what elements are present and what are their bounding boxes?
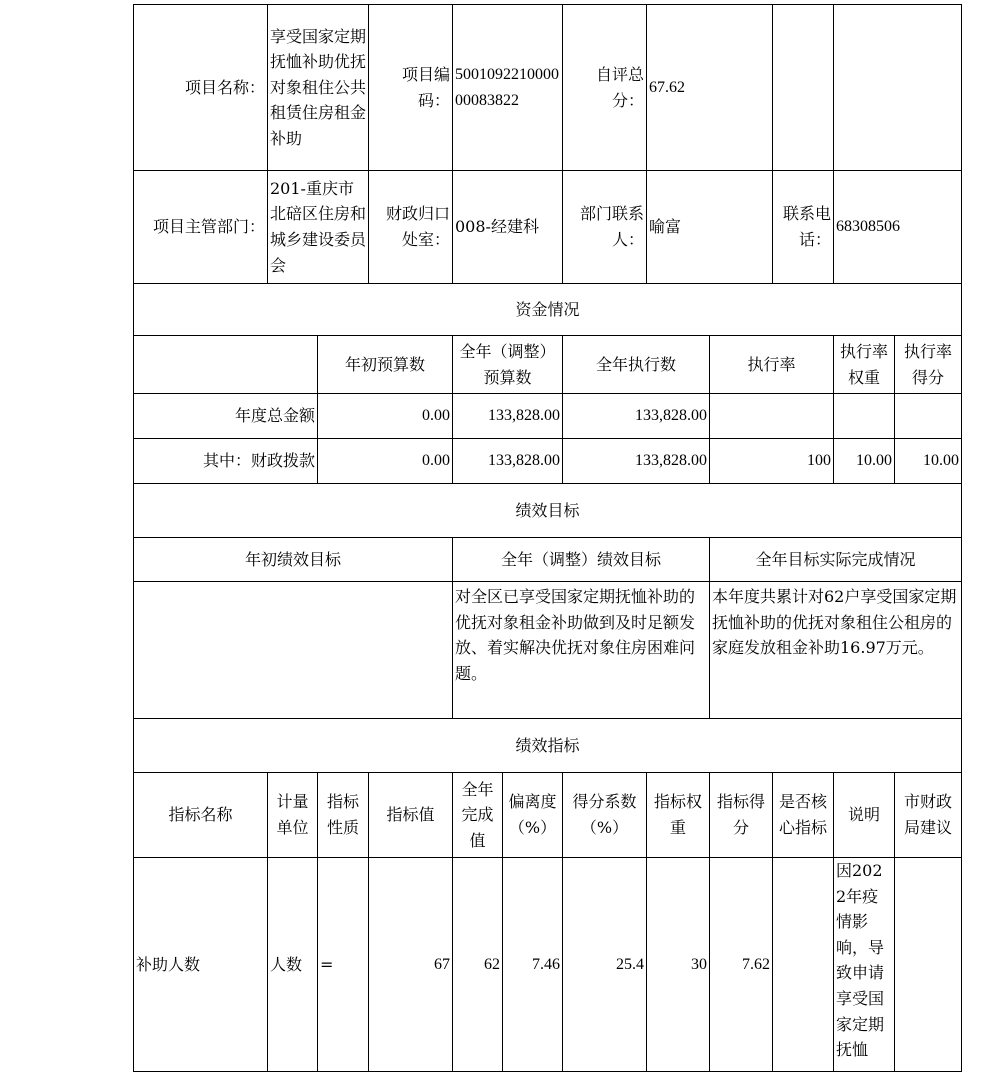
funds-row-score: 10.00 xyxy=(895,439,962,484)
funds-header-score: 执行率得分 xyxy=(895,336,962,394)
indicator-header-name: 指标名称 xyxy=(134,773,268,858)
contact-value: 喻富 xyxy=(647,171,773,284)
funds-header-adjusted: 全年（调整）预算数 xyxy=(453,336,563,394)
indicator-header-nature: 指标性质 xyxy=(318,773,369,858)
indicator-header-weight: 指标权重 xyxy=(647,773,710,858)
contact-label: 部门联系人： xyxy=(563,171,647,284)
indicator-coefficient: 25.4 xyxy=(563,858,647,1072)
phone-label: 联系电话： xyxy=(773,171,834,284)
goals-header-initial: 年初绩效目标 xyxy=(134,538,453,582)
self-score-label: 自评总分： xyxy=(563,5,647,171)
indicator-completed: 62 xyxy=(453,858,503,1072)
indicator-header-coefficient: 得分系数（%） xyxy=(563,773,647,858)
indicator-header-note: 说明 xyxy=(834,773,895,858)
indicator-name: 补助人数 xyxy=(134,858,268,1072)
funds-header-weight: 执行率权重 xyxy=(834,336,895,394)
funds-row-weight: 10.00 xyxy=(834,439,895,484)
goals-adjusted-text: 对全区已享受国家定期抚恤补助的优抚对象租金补助做到及时足额发放、着实解决优抚对象住房困难问题。 xyxy=(453,582,710,719)
funds-header-rate: 执行率 xyxy=(710,336,834,394)
funds-section-title: 资金情况 xyxy=(134,284,962,336)
funds-header-executed: 全年执行数 xyxy=(563,336,710,394)
goals-header-actual: 全年目标实际完成情况 xyxy=(710,538,962,582)
indicator-header-score: 指标得分 xyxy=(710,773,773,858)
funds-row-score xyxy=(895,394,962,439)
empty-cell xyxy=(834,5,962,171)
funds-row-rate xyxy=(710,394,834,439)
goals-section-title: 绩效目标 xyxy=(134,484,962,538)
funds-row-initial: 0.00 xyxy=(318,394,453,439)
indicator-header-suggestion: 市财政局建议 xyxy=(895,773,962,858)
goals-header-adjusted: 全年（调整）绩效目标 xyxy=(453,538,710,582)
indicator-target: 67 xyxy=(369,858,453,1072)
office-value: 008-经建科 xyxy=(453,171,563,284)
indicator-header-unit: 计量单位 xyxy=(268,773,318,858)
funds-row-adjusted: 133,828.00 xyxy=(453,439,563,484)
dept-label: 项目主管部门： xyxy=(134,171,268,284)
self-score-value: 67.62 xyxy=(647,5,773,171)
project-name-value: 享受国家定期抚恤补助优抚对象租住公共租赁住房租金补助 xyxy=(268,5,369,171)
funds-row-weight xyxy=(834,394,895,439)
indicator-deviation: 7.46 xyxy=(503,858,563,1072)
indicator-header-target: 指标值 xyxy=(369,773,453,858)
goals-initial-text xyxy=(134,582,453,719)
indicator-score: 7.62 xyxy=(710,858,773,1072)
goals-actual-text: 本年度共累计对62户享受国家定期抚恤补助的优抚对象租住公租房的家庭发放租金补助16.97万元。 xyxy=(710,582,962,719)
funds-row-executed: 133,828.00 xyxy=(563,439,710,484)
project-code-label: 项目编码： xyxy=(369,5,453,171)
indicator-weight: 30 xyxy=(647,858,710,1072)
project-code-value: 500109221000000083822 xyxy=(453,5,563,171)
indicator-nature: = xyxy=(318,858,369,1072)
dept-value: 201-重庆市北碚区住房和城乡建设委员会 xyxy=(268,171,369,284)
phone-value: 68308506 xyxy=(834,171,962,284)
indicator-core xyxy=(773,858,834,1072)
office-label: 财政归口处室： xyxy=(369,171,453,284)
indicator-header-core: 是否核心指标 xyxy=(773,773,834,858)
funds-row-label: 年度总金额 xyxy=(134,394,318,439)
indicator-header-deviation: 偏离度（%） xyxy=(503,773,563,858)
indicators-section-title: 绩效指标 xyxy=(134,719,962,773)
funds-row-rate: 100 xyxy=(710,439,834,484)
indicator-header-completed: 全年完成值 xyxy=(453,773,503,858)
funds-header-empty xyxy=(134,336,318,394)
performance-form xyxy=(133,4,962,1072)
funds-row-label: 其中：财政拨款 xyxy=(134,439,318,484)
funds-row-initial: 0.00 xyxy=(318,439,453,484)
funds-row-executed: 133,828.00 xyxy=(563,394,710,439)
empty-cell xyxy=(773,5,834,171)
funds-row-adjusted: 133,828.00 xyxy=(453,394,563,439)
project-name-label: 项目名称： xyxy=(134,5,268,171)
indicator-note: 因2022年疫情影响，导致申请享受国家定期抚恤 xyxy=(834,858,895,1072)
indicator-unit: 人数 xyxy=(268,858,318,1072)
funds-header-initial: 年初预算数 xyxy=(318,336,453,394)
indicator-suggestion xyxy=(895,858,962,1072)
